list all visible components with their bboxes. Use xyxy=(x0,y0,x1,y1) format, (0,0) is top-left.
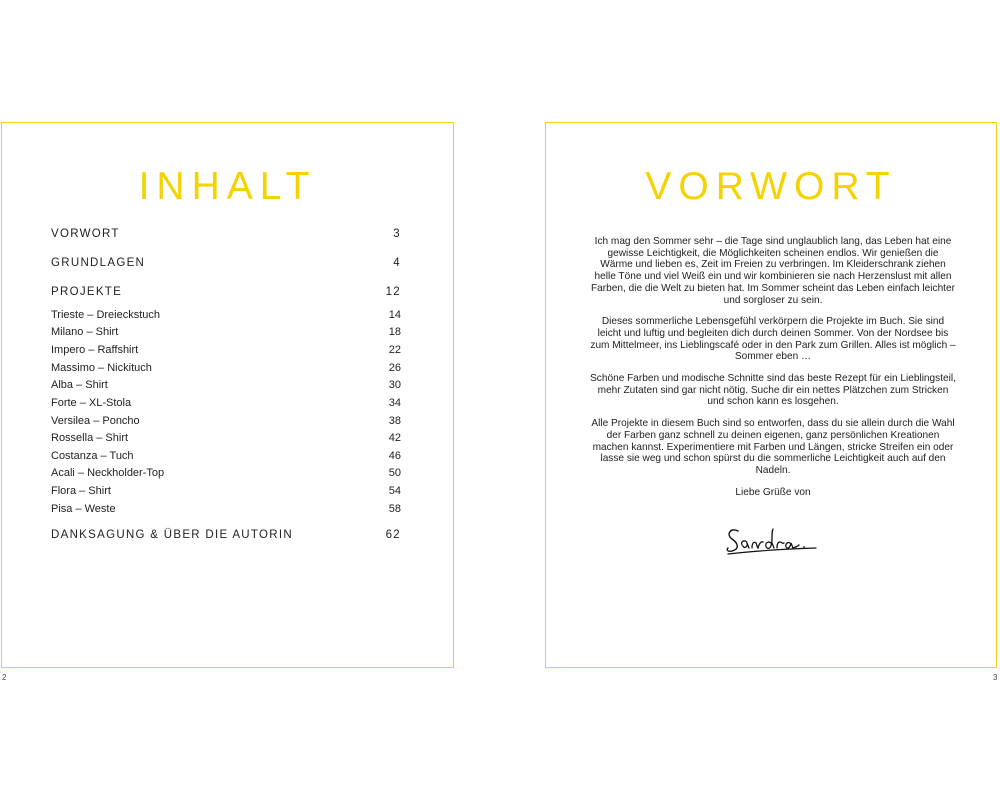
toc-entry-title: DANKSAGUNG & ÜBER DIE AUTORIN xyxy=(51,529,293,541)
toc-entry xyxy=(51,484,401,498)
toc-entry xyxy=(51,256,401,270)
foreword-paragraph: Dieses sommerliche Lebensgefühl verkörpern die Projekte im Buch. Sie sind leicht und luftig und begleiten dich durch deinen Sommer. Von der Nordsee bis zum Mittelmeer, ins Lieblingscafé oder in den Park zum Grillen. Alles ist möglich – Sommer eben … xyxy=(590,316,956,363)
toc-entry xyxy=(51,414,401,428)
handwritten-signature xyxy=(724,521,824,557)
toc-entry-title: Impero – Raffshirt xyxy=(51,344,139,356)
closing-greeting: Liebe Grüße von xyxy=(735,486,811,498)
foreword-heading: VORWORT xyxy=(645,165,897,208)
toc-entry-page: 54 xyxy=(388,485,401,497)
toc-entry xyxy=(51,378,401,392)
toc-entry-page: 50 xyxy=(388,467,401,479)
toc-entry-page: 38 xyxy=(388,415,401,427)
toc-entry-title: Rossella – Shirt xyxy=(51,432,129,444)
toc-entry xyxy=(51,396,401,410)
toc-entry-title: Trieste – Dreieckstuch xyxy=(51,309,161,321)
toc-entry-page: 34 xyxy=(388,397,401,409)
toc-entry xyxy=(51,466,401,480)
toc-entry xyxy=(51,308,401,322)
contents-heading: INHALT xyxy=(138,165,317,208)
foreword-page xyxy=(545,122,997,668)
toc-entry xyxy=(51,502,401,516)
toc-entry-title: Versilea – Poncho xyxy=(51,415,140,427)
contents-page xyxy=(1,122,454,668)
toc-entry xyxy=(51,325,401,339)
toc-entry-page: 46 xyxy=(388,450,401,462)
toc-entry-page: 62 xyxy=(385,529,401,541)
toc-entry-title: Acali – Neckholder-Top xyxy=(51,467,165,479)
toc-entry xyxy=(51,285,401,299)
toc-entry-page: 30 xyxy=(388,379,401,391)
toc-entry-title: Milano – Shirt xyxy=(51,326,119,338)
toc-entry xyxy=(51,431,401,445)
toc-entry xyxy=(51,227,401,241)
toc-entry-title: Flora – Shirt xyxy=(51,485,111,497)
page-number-right: 3 xyxy=(993,673,998,682)
toc-entry-title: PROJEKTE xyxy=(51,286,123,298)
toc-entry-title: Massimo – Nickituch xyxy=(51,362,152,374)
toc-entry-page: 12 xyxy=(385,286,401,298)
toc-entry-page: 42 xyxy=(388,432,401,444)
foreword-paragraph: Ich mag den Sommer sehr – die Tage sind unglaublich lang, das Leben hat eine gewisse Leichtigkeit, die Möglichkeiten scheinen endlos. Wir genießen die Wärme und lieben es, Zeit im Freien zu verbringen. Im Kleiderschrank ziehen helle Töne und viel Weiß ein und wir kombinieren sie nach Herzenslust mit allen Farben, die die Welt zu bieten hat. Im Sommer scheint das Leben einfach leichter und sorgloser zu sein. xyxy=(591,236,955,306)
toc-entry-title: Pisa – Weste xyxy=(51,503,116,515)
foreword-paragraph: Schöne Farben und modische Schnitte sind das beste Rezept für ein Lieblingsteil, mehr Zutaten sind gar nicht nötig. Suche dir ein nettes Plätzchen zum Stricken und schon kann es losgehen. xyxy=(590,373,956,408)
toc-entry-page: 4 xyxy=(393,257,401,269)
toc-entry-title: Alba – Shirt xyxy=(51,379,108,391)
page-number-left: 2 xyxy=(2,673,7,682)
toc-entry-page: 22 xyxy=(388,344,401,356)
toc-entry-page: 3 xyxy=(393,228,401,240)
toc-entry-page: 14 xyxy=(388,309,401,321)
toc-entry-title: VORWORT xyxy=(51,228,120,240)
toc-entry-page: 18 xyxy=(388,326,401,338)
toc-entry-page: 58 xyxy=(388,503,401,515)
foreword-text xyxy=(590,236,956,508)
toc-entry-title: Costanza – Tuch xyxy=(51,450,134,462)
toc-entry-title: GRUNDLAGEN xyxy=(51,257,146,269)
toc-entry-title: Forte – XL-Stola xyxy=(51,397,132,409)
toc-entry xyxy=(51,343,401,357)
toc-entry xyxy=(51,361,401,375)
toc-entry xyxy=(51,528,401,542)
foreword-paragraph: Alle Projekte in diesem Buch sind so entworfen, dass du sie allein durch die Wahl der Farben ganz schnell zu deinen eigenen, ganz persönlichen Kreationen machen kannst. Experimentiere mit Farben und Längen, stricke Streifen ein oder lasse sie weg und schon spürst du die sommerliche Leichtigkeit auch auf den Nadeln. xyxy=(591,418,955,476)
toc-entry-page: 26 xyxy=(388,362,401,374)
toc-entry xyxy=(51,449,401,463)
